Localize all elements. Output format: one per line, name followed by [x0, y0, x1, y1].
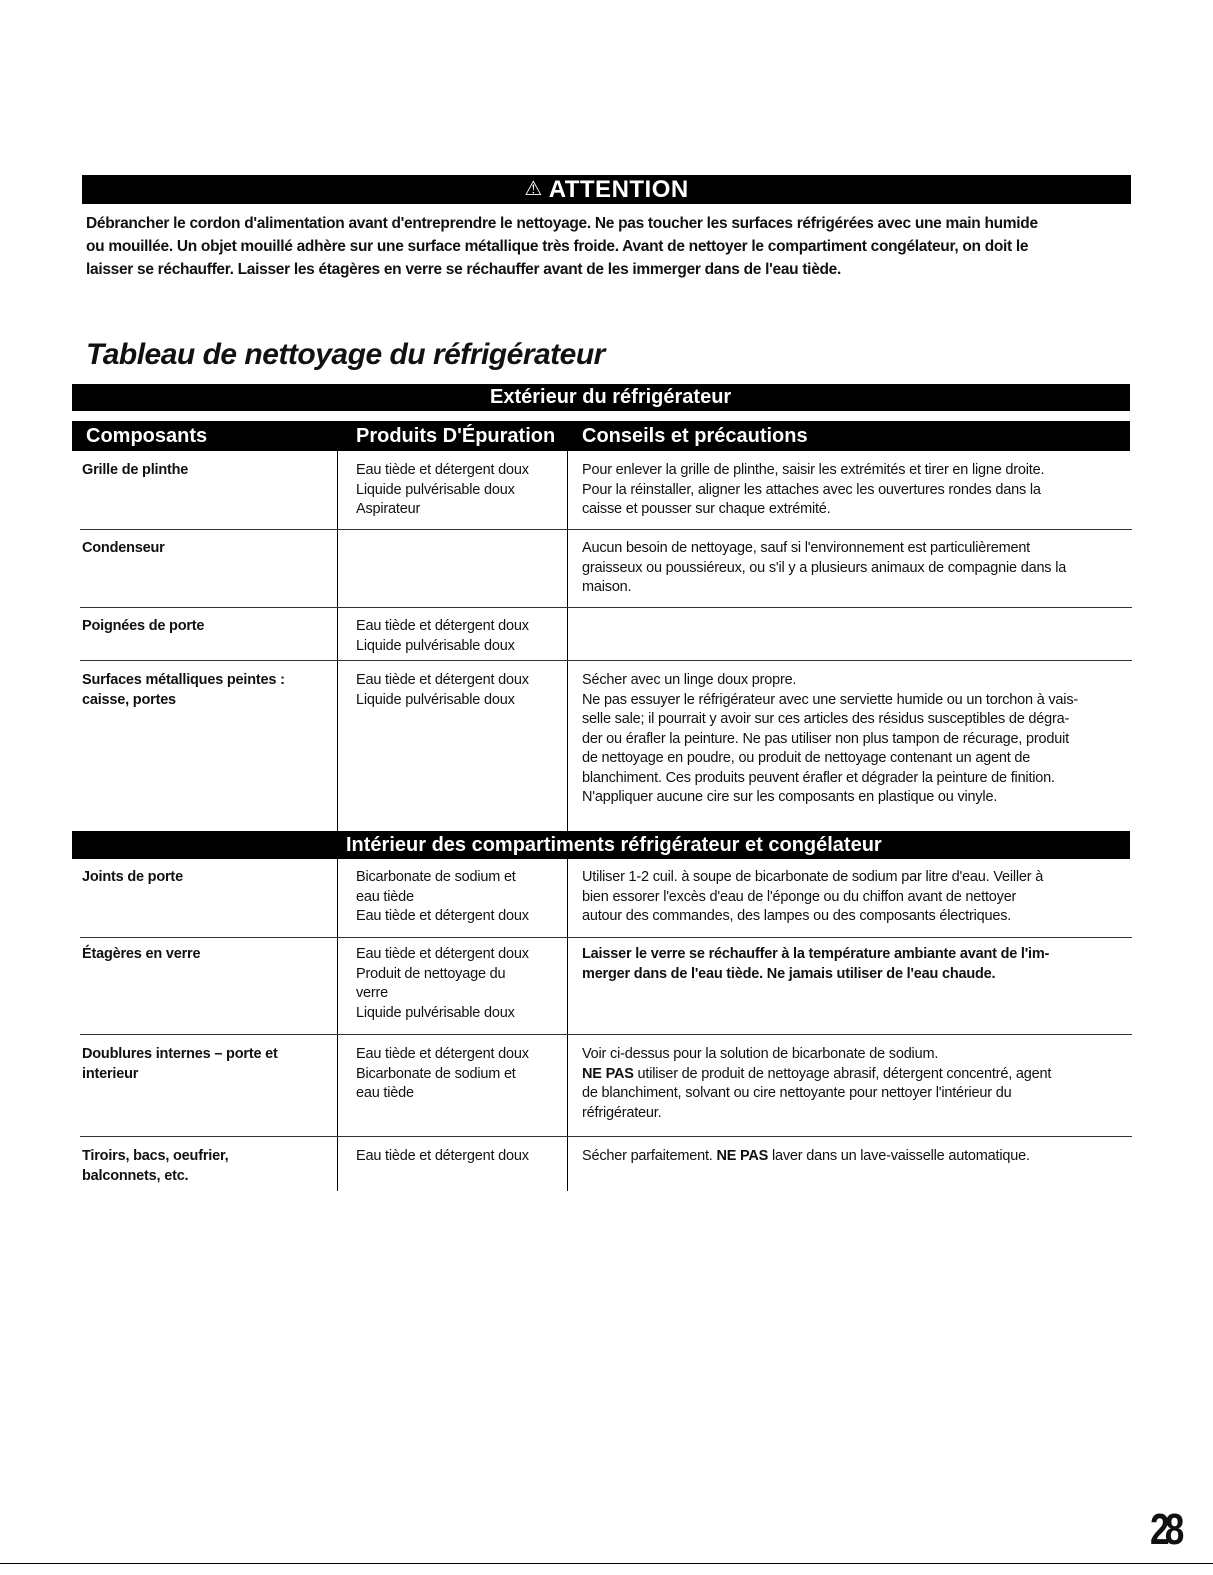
interior-section-title: Intérieur des compartiments réfrigérateur et congélateur	[346, 834, 882, 856]
column-divider	[567, 451, 568, 831]
table-row-component	[82, 671, 327, 710]
advice-line: bien essorer l'excès d'eau de l'éponge ou du chiffon avant de nettoyer	[582, 888, 1017, 905]
row-divider	[80, 937, 1132, 938]
product-line: Bicarbonate de sodium et	[356, 1065, 516, 1082]
advice-line: Pour la réinstaller, aligner les attaches avec les ouvertures rondes dans la	[582, 481, 1041, 498]
table-row-products	[356, 1147, 561, 1167]
table-row-advice	[582, 671, 1134, 808]
table-row-products	[356, 945, 561, 1023]
advice-line: maison.	[582, 579, 632, 595]
table-row-advice	[582, 1045, 1134, 1123]
table-row-component	[82, 1147, 327, 1186]
table-row-products	[356, 671, 561, 710]
column-divider	[337, 859, 338, 1191]
column-divider	[337, 451, 338, 831]
attention-line: Débrancher le cordon d'alimentation avant d'entreprendre le nettoyage. Ne pas toucher les surfaces réfrigérées avec une main humide	[86, 215, 1038, 232]
advice-line: Ne pas essuyer le réfrigérateur avec une serviette humide ou un torchon à vais-	[582, 691, 1078, 708]
advice-line: Aucun besoin de nettoyage, sauf si l'environnement est particulièrement	[582, 540, 1031, 556]
advice-line: de blanchiment, solvant ou cire nettoyante pour nettoyer l'intérieur du	[582, 1085, 1012, 1101]
product-line: verre	[356, 985, 389, 1001]
column-divider	[567, 859, 568, 1191]
product-line: Eau tiède et détergent doux	[356, 946, 529, 962]
table-row-products	[356, 868, 561, 927]
component-label: Surfaces métalliques peintes :	[82, 672, 285, 688]
product-line: Eau tiède et détergent doux	[356, 462, 529, 478]
advice-line: N'appliquer aucune cire sur les composants en plastique ou vinyle.	[582, 789, 998, 805]
advice-line: graisseux ou poussiéreux, ou s'il y a plusieurs animaux de compagnie dans la	[582, 559, 1067, 576]
advice-line: Utiliser 1-2 cuil. à soupe de bicarbonate de sodium par litre d'eau. Veiller à	[582, 869, 1044, 885]
table-row-component	[82, 461, 327, 481]
column-headers	[72, 421, 1130, 451]
advice-text: utiliser de produit de nettoyage abrasif, détergent concentré, agent	[633, 1065, 1052, 1082]
row-divider	[80, 1034, 1132, 1035]
advice-line: Pour enlever la grille de plinthe, saisir les extrémités et tirer en ligne droite.	[582, 462, 1045, 478]
page-number: 28	[1150, 1505, 1180, 1554]
advice-line: réfrigérateur.	[582, 1104, 662, 1121]
row-divider	[80, 660, 1132, 661]
table-row-component	[82, 945, 327, 965]
advice-line: merger dans de l'eau tiède. Ne jamais utiliser de l'eau chaude.	[582, 965, 996, 982]
row-divider	[80, 607, 1132, 608]
advice-line: Sécher avec un linge doux propre.	[582, 672, 797, 688]
component-label: Joints de porte	[82, 869, 183, 885]
component-label: caisse, portes	[82, 691, 176, 708]
advice-emphasis: NE PAS	[716, 1148, 769, 1164]
col-header-advice: Conseils et précautions	[582, 425, 808, 447]
component-label: interieur	[82, 1065, 139, 1082]
component-label: Doublures internes – porte et	[82, 1046, 278, 1062]
product-line: Produit de nettoyage du	[356, 965, 506, 982]
advice-line: caisse et pousser sur chaque extrémité.	[582, 501, 831, 517]
table-row-products	[356, 1045, 561, 1104]
warning-triangle-icon: ⚠	[524, 178, 543, 200]
product-line: eau tiède	[356, 888, 414, 905]
advice-line	[582, 1065, 1134, 1085]
table-row-component	[82, 1045, 327, 1084]
advice-line	[582, 1147, 1134, 1167]
table-row-advice	[582, 539, 1134, 598]
advice-text: laver dans un lave-vaisselle automatique.	[768, 1148, 1030, 1164]
attention-banner	[82, 175, 1131, 204]
row-divider	[80, 1136, 1132, 1137]
component-label: Grille de plinthe	[82, 462, 189, 478]
component-label: Poignées de porte	[82, 618, 205, 634]
product-line: Eau tiède et détergent doux	[356, 1148, 529, 1164]
table-row-products	[356, 461, 561, 520]
product-line: Eau tiède et détergent doux	[356, 908, 529, 924]
product-line: Eau tiède et détergent doux	[356, 672, 529, 688]
table-row-advice	[582, 461, 1134, 520]
component-label: Condenseur	[82, 540, 165, 556]
product-line: Liquide pulvérisable doux	[356, 691, 515, 708]
product-line: Aspirateur	[356, 501, 421, 517]
col-header-components: Composants	[86, 425, 208, 447]
attention-line: ou mouillée. Un objet mouillé adhère sur une surface métallique très froide. Avant de nettoyer le compartiment congélateur, on doit le	[86, 238, 1029, 255]
component-label: Tiroirs, bacs, oeufrier,	[82, 1148, 229, 1164]
advice-line: Voir ci-dessus pour la solution de bicarbonate de sodium.	[582, 1046, 939, 1062]
product-line: Liquide pulvérisable doux	[356, 1004, 515, 1021]
advice-line: Laisser le verre se réchauffer à la température ambiante avant de l'im-	[582, 946, 1050, 962]
col-header-products: Produits D'Épuration	[356, 425, 556, 447]
attention-heading: ATTENTION	[548, 176, 689, 203]
advice-line: selle sale; il pourrait y avoir sur ces articles des résidus susceptibles de dégra-	[582, 711, 1070, 727]
exterior-section-title: Extérieur du réfrigérateur	[490, 386, 732, 408]
table-row-component	[82, 617, 327, 637]
component-label: Étagères en verre	[82, 946, 201, 962]
table-row-advice	[582, 1147, 1134, 1167]
advice-line: autour des commandes, des lampes ou des composants électriques.	[582, 908, 1012, 924]
advice-text: Sécher parfaitement.	[582, 1148, 717, 1164]
interior-section-header	[72, 831, 1130, 859]
product-line: Eau tiède et détergent doux	[356, 1046, 529, 1062]
product-line: Liquide pulvérisable doux	[356, 637, 515, 654]
attention-text	[86, 212, 1136, 281]
product-line: Liquide pulvérisable doux	[356, 481, 515, 498]
bottom-rule	[0, 1563, 1213, 1564]
advice-line: blanchiment. Ces produits peuvent érafler et dégrader la peinture de finition.	[582, 769, 1055, 786]
advice-emphasis: NE PAS	[582, 1065, 634, 1082]
product-line: eau tiède	[356, 1085, 414, 1101]
component-label: balconnets, etc.	[82, 1167, 189, 1184]
product-line: Bicarbonate de sodium et	[356, 869, 516, 885]
table-row-advice	[582, 868, 1134, 927]
table-row-component	[82, 868, 327, 888]
page-title: Tableau de nettoyage du réfrigérateur	[86, 338, 605, 371]
product-line: Eau tiède et détergent doux	[356, 618, 529, 634]
table-row-component	[82, 539, 327, 559]
exterior-section-header	[72, 384, 1130, 411]
advice-line: de nettoyage en poudre, ou produit de nettoyage contenant un agent de	[582, 750, 1031, 766]
attention-line: laisser se réchauffer. Laisser les étagères en verre se réchauffer avant de les immerger dans de l'eau tiède.	[86, 261, 842, 278]
row-divider	[80, 529, 1132, 530]
table-row-products	[356, 617, 561, 656]
advice-line: der ou érafler la peinture. Ne pas utiliser non plus tampon de récurage, produit	[582, 730, 1069, 747]
table-row-advice	[582, 945, 1134, 984]
